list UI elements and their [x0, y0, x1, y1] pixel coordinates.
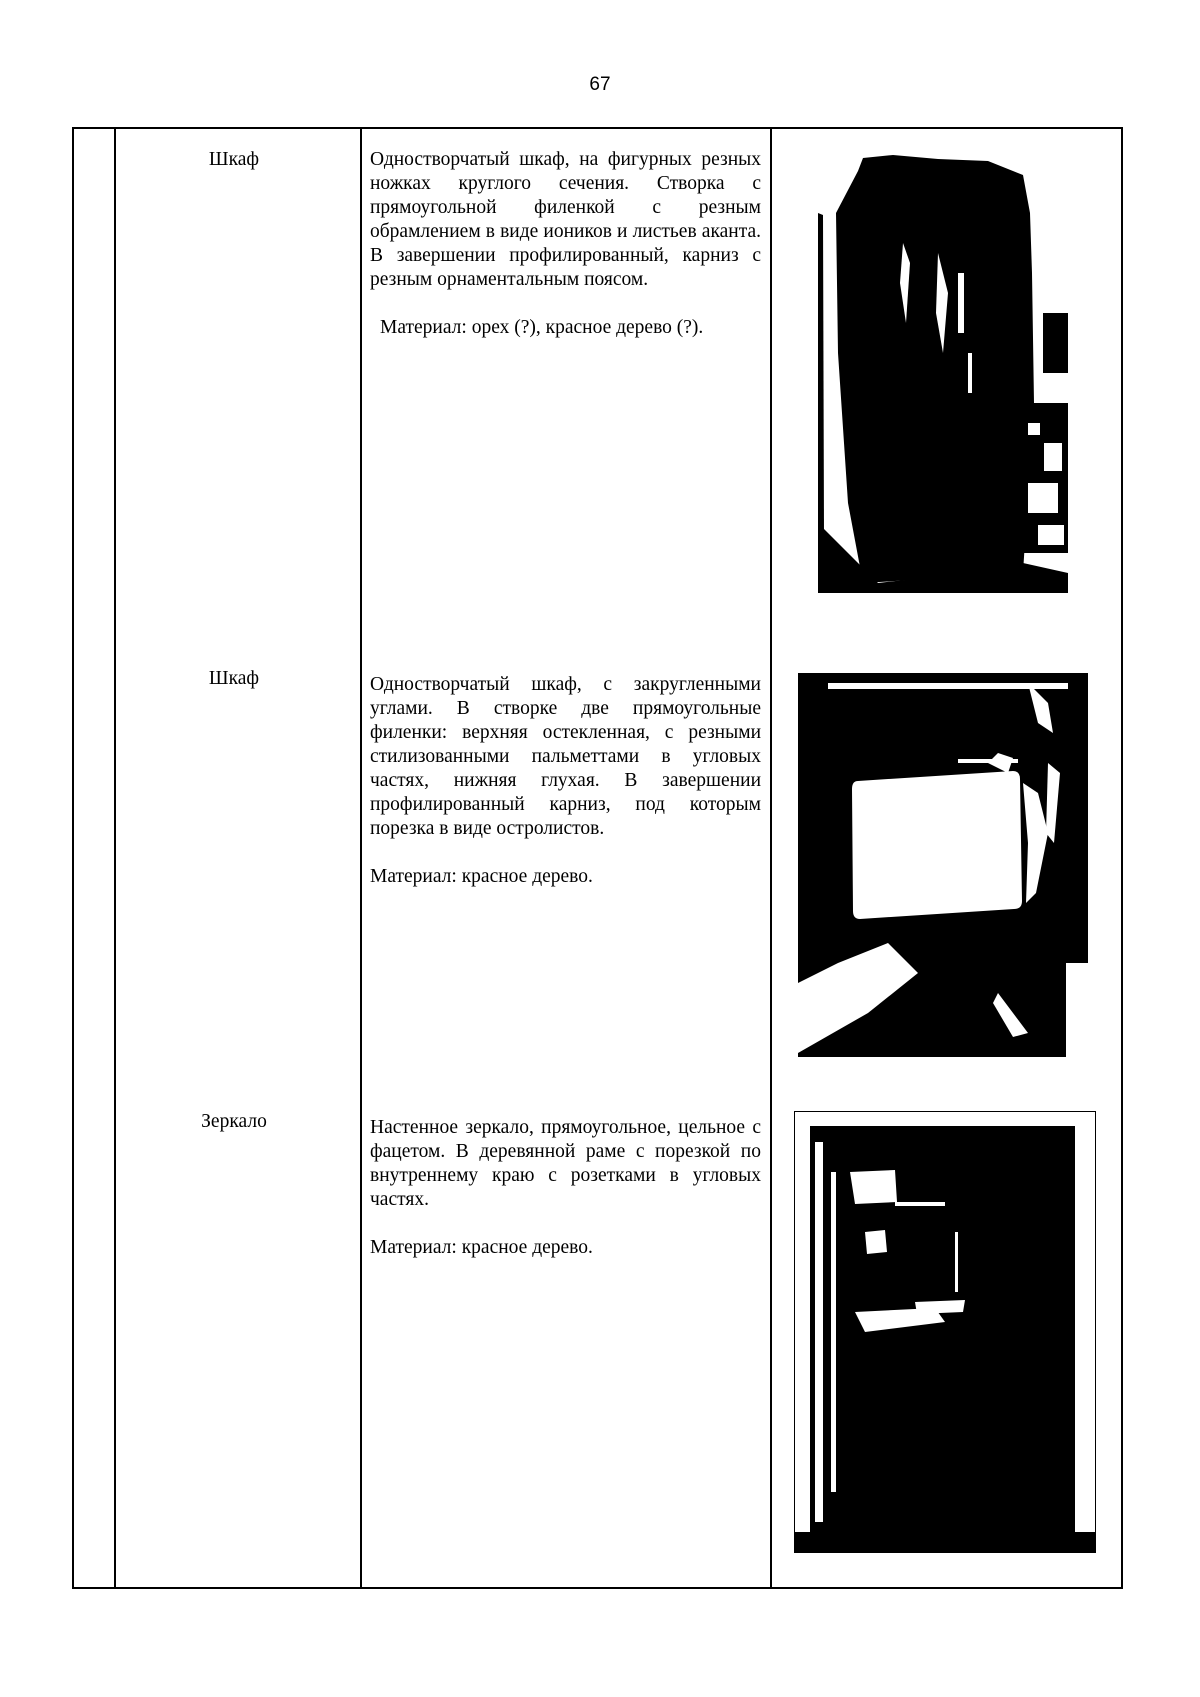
mirror-photo [794, 1111, 1096, 1553]
item-material: Материал: красное дерево. [370, 1237, 593, 1258]
table-bottom-border [72, 1587, 1123, 1589]
column-divider-description [770, 127, 772, 1589]
cabinet-photo [818, 153, 1068, 593]
item-name: Шкаф [208, 149, 260, 170]
cabinet-photo [798, 673, 1088, 1057]
inventory-table [72, 127, 1123, 1589]
item-name: Шкаф [208, 668, 260, 689]
item-description: Одностворчатый шкаф, на фигурных резных ножках круглого сечения. Створка с прямоугольной филенкой с резным обрамлением в виде иоников и листьев аканта. В завершении профилированный, карниз с резным орнаментальным поясом. [370, 149, 761, 290]
table-right-border [1121, 127, 1123, 1589]
item-description-cell [370, 1116, 761, 1284]
item-description-cell [370, 148, 761, 364]
table-top-border [72, 127, 1123, 129]
item-material: Материал: орех (?), красное дерево (?). [380, 317, 704, 338]
table-left-border [72, 127, 74, 1589]
item-description: Настенное зеркало, прямоугольное, цельное с фацетом. В деревянной раме с порезкой по внутреннему краю с розетками в угловых частях. [370, 1117, 761, 1210]
column-divider-number [114, 127, 116, 1589]
item-description: Одностворчатый шкаф, с закругленными углами. В створке две прямоугольные филенки: верхняя остекленная, с резными стилизованными пальметтами в угловых частях, нижняя глухая. В завершении профилированный карниз, под которым порезка в виде остролистов. [370, 674, 761, 839]
item-name: Зеркало [201, 1111, 267, 1132]
item-description-cell [370, 673, 761, 913]
item-material: Материал: красное дерево. [370, 866, 593, 887]
column-divider-name [360, 127, 362, 1589]
page-number: 67 [589, 74, 611, 95]
